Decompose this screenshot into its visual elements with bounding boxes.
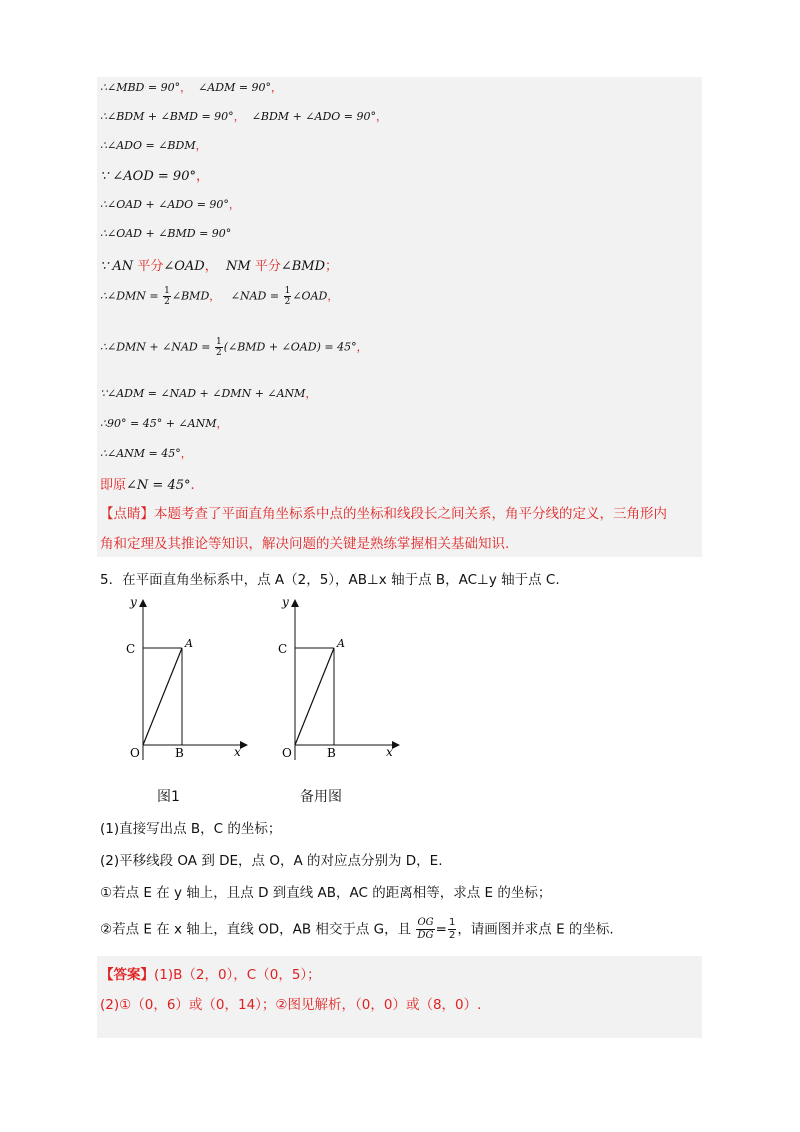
fraction-half: $\frac{1}{2}$ — [284, 286, 291, 307]
solution-line-3: ∴∠ADO = ∠BDM， — [100, 139, 207, 152]
fraction-half: $\frac{1}{2}$ — [164, 286, 170, 307]
segment-oa — [295, 648, 334, 745]
answer-line-1: 【答案】(1)B（2，0），C（0，5）； — [100, 967, 321, 983]
solution-line-7: ∵ AN 平分∠OAD， NM 平分∠BMD； — [100, 259, 339, 274]
x-axis-arrow-icon — [240, 741, 248, 749]
solution-line-5: ∴∠OAD + ∠ADO = 90°， — [100, 198, 240, 211]
figure-backup — [278, 595, 400, 760]
label-y: y — [130, 595, 137, 609]
label-x: x — [386, 745, 393, 759]
label-b: B — [327, 746, 336, 760]
label-o: O — [282, 746, 292, 760]
y-axis-arrow-icon — [291, 599, 299, 607]
question-5-text: 5．在平面直角坐标系中，点 A（2，5），AB⊥x 轴于点 B，AC⊥y 轴于点 C. — [100, 572, 560, 588]
solution-line-11: ∴90° = 45° + ∠ANM， — [100, 417, 228, 430]
fraction-half: $\frac{1}{2}$ — [448, 917, 456, 941]
label-c: C — [126, 642, 136, 656]
fraction-half: $\frac{1}{2}$ — [215, 337, 222, 358]
label-x: x — [234, 745, 241, 759]
label-a: A — [185, 637, 193, 650]
solution-line-8: ∴∠DMN = $\frac{1}{2}$ ∠BMD， ∠NAD = $\frac{1}{2}$ ∠OAD， — [100, 286, 339, 307]
question-part-2-1: ①若点 E 在 y 轴上，且点 D 到直线 AB，AC 的距离相等，求点 E 的坐标； — [100, 885, 552, 901]
label-a: A — [337, 637, 345, 650]
solution-line-13: 即原∠N = 45°. — [100, 478, 195, 493]
fraction-og-dg: $\frac{OG}{DG}$ — [417, 917, 434, 941]
label-y: y — [282, 595, 289, 609]
solution-line-4: ∵ ∠AOD = 90°， — [100, 169, 209, 184]
figure-backup-caption: 备用图 — [300, 789, 342, 805]
question-part-2-2: ②若点 E 在 x 轴上，直线 OD，AB 相交于点 G，且 $\frac{OG}{DG}$ = $\frac{1}{2}$ ，请画图并求点 E 的坐标. — [100, 917, 614, 941]
solution-line-12: ∴∠ANM = 45°， — [100, 447, 192, 460]
label-c: C — [278, 642, 288, 656]
question-part-2: (2)平移线段 OA 到 DE，点 O，A 的对应点分别为 D，E. — [100, 853, 443, 869]
question-part-1: (1)直接写出点 B，C 的坐标； — [100, 821, 282, 837]
answer-line-2: (2)①（0，6）或（0，14）；②图见解析，（0，0）或（8，0）. — [100, 997, 482, 1013]
label-o: O — [130, 746, 140, 760]
solution-line-6: ∴∠OAD + ∠BMD = 90° — [100, 227, 232, 240]
coordinate-figures — [110, 590, 410, 770]
segment-oa — [143, 648, 182, 745]
figure-1-caption: 图1 — [157, 789, 180, 805]
y-axis-arrow-icon — [139, 599, 147, 607]
solution-line-9: ∴∠DMN + ∠NAD = $\frac{1}{2}$ (∠BMD + ∠OAD) = 45°， — [100, 337, 368, 358]
comment-key-point: 【点睛】本题考查了平面直角坐标系中点的坐标和线段长之间关系，角平分线的定义，三角形内 角和定理及其推论等知识，解决问题的关键是熟练掌握相关基础知识. — [100, 506, 667, 552]
solution-line-1: ∴∠MBD = 90°， ∠ADM = 90°， — [100, 81, 283, 94]
x-axis-arrow-icon — [392, 741, 400, 749]
figure-1 — [126, 595, 248, 760]
solution-line-10: ∵∠ADM = ∠NAD + ∠DMN + ∠ANM， — [100, 387, 317, 400]
solution-line-2: ∴∠BDM + ∠BMD = 90°， ∠BDM + ∠ADO = 90°， — [100, 110, 387, 123]
label-b: B — [175, 746, 184, 760]
